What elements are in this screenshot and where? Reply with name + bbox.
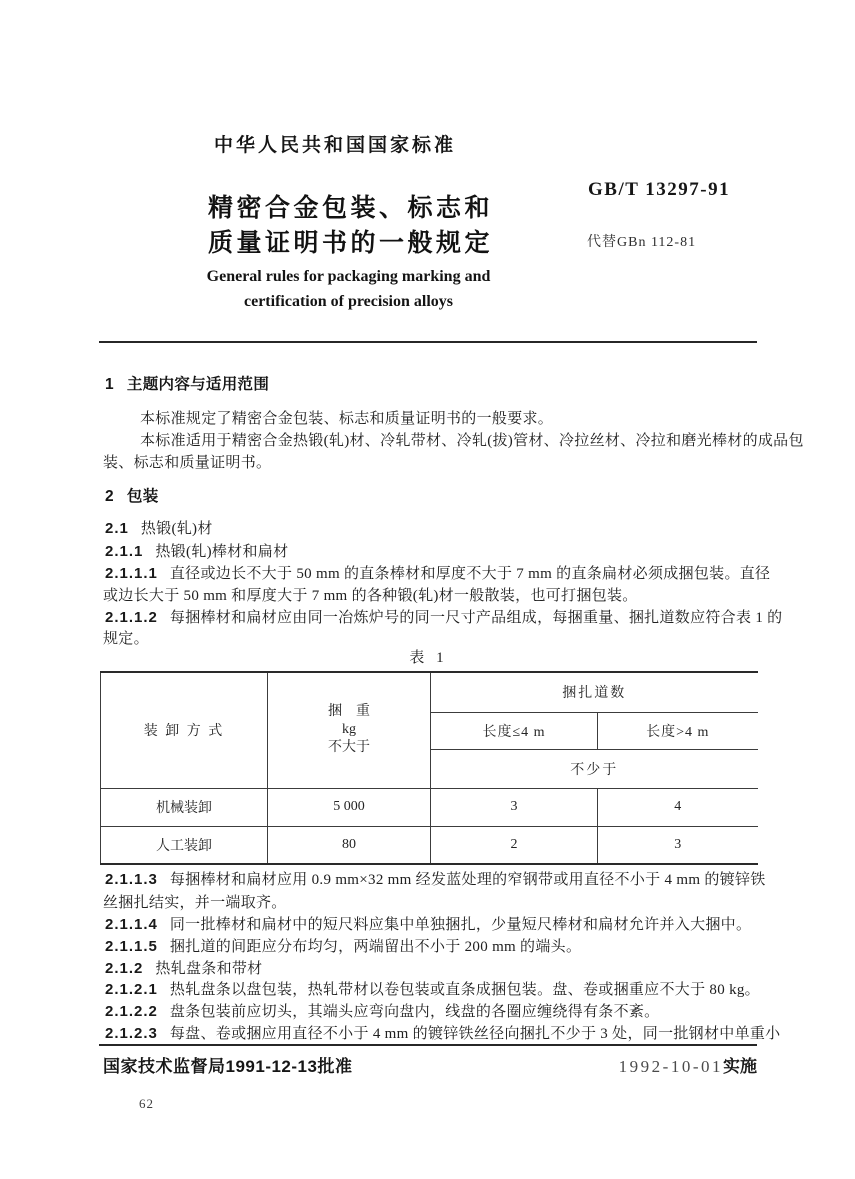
- section-2-title: 包装: [126, 488, 159, 505]
- section-1-paragraph-2-line1: 本标准适用于精密合金热锻(轧)材、冷轧带材、冷轧(拔)管材、冷拉丝材、冷拉和磨光棒材的成品包: [140, 433, 804, 449]
- cell-weight: 80: [268, 826, 431, 864]
- clause-number: 2.1.1: [105, 543, 144, 560]
- effective-note: [619, 1052, 757, 1077]
- table-header-length-gt4: 长度>4 m: [598, 712, 758, 749]
- clause-text: 盘条包装前应切头，其端头应弯向盘内，线盘的各圈应缠绕得有条不紊。: [169, 1004, 660, 1020]
- section-1-heading: [105, 374, 269, 396]
- clause-text: 每盘、卷或捆应用直径不小于 4 mm 的镀锌铁丝径向捆扎不少于 3 处，同一批钢材中单重小: [169, 1026, 781, 1042]
- cell-method: 机械装卸: [101, 788, 268, 826]
- clause-2-1-2: [105, 958, 262, 980]
- cell-ties-gt4: 4: [598, 788, 758, 826]
- clause-text: 每捆棒材和扁材应用 0.9 mm×32 mm 经发蓝处理的窄钢带或用直径不小于 4 mm 的镀锌铁: [169, 872, 766, 888]
- clause-2-1-2-2: [105, 1001, 659, 1023]
- clause-2-1-1-2: [105, 607, 782, 629]
- clause-number: 2.1.2: [105, 960, 144, 977]
- table-header-ties-group: 捆扎道数: [431, 672, 758, 712]
- table-row: [101, 788, 758, 826]
- clause-number: 2.1.2.1: [105, 981, 158, 998]
- clause-2-1-1-2-continued: 规定。: [103, 631, 149, 647]
- weight-header-unit: kg: [342, 722, 356, 738]
- document-title-line1: 精密合金包装、标志和: [208, 194, 494, 222]
- effective-date: 1992-10-01: [618, 1057, 723, 1076]
- cell-ties-gt4: 3: [598, 826, 758, 864]
- english-title-line1: General rules for packaging marking and: [206, 268, 491, 285]
- clause-2-1-1-4: [105, 914, 751, 936]
- clause-2-1-1-5: [105, 936, 581, 958]
- table-1: [100, 671, 758, 865]
- clause-2-1-1-1-continued: 或边长大于 50 mm 和厚度大于 7 mm 的各种锻(轧)材一般散装，也可打捆包装。: [103, 588, 638, 604]
- section-2-number: 2: [105, 488, 114, 505]
- weight-header-label: 捆 重: [328, 704, 370, 720]
- clause-2-1-1-1: [105, 563, 770, 585]
- clause-2-1-1-3-continued: 丝捆扎结实，并一端取齐。: [103, 895, 287, 911]
- clause-text: 捆扎道的间距应分布均匀，两端留出不小于 200 mm 的端头。: [169, 939, 582, 955]
- cell-weight: 5 000: [268, 788, 431, 826]
- table-caption: 表 1: [409, 650, 448, 666]
- table-header-weight: [268, 672, 431, 788]
- standard-code: GB/T 13297-91: [588, 179, 731, 200]
- clause-text: 热锻(轧)棒材和扁材: [155, 544, 289, 560]
- clause-text: 同一批棒材和扁材中的短尺料应集中单独捆扎，少量短尺棒材和扁材允许并入大捆中。: [169, 917, 752, 933]
- clause-number: 2.1.1.4: [105, 916, 158, 933]
- header-divider: [99, 341, 757, 343]
- section-2-heading: [105, 486, 159, 508]
- table-header-not-less-than: 不少于: [431, 749, 758, 788]
- table-header-method: 装 卸 方 式: [101, 672, 268, 788]
- document-title-english: [100, 264, 597, 314]
- clause-number: 2.1.2.3: [105, 1025, 158, 1042]
- weight-header-limit: 不大于: [328, 740, 370, 756]
- replaces-note: 代替GBn 112-81: [587, 235, 697, 250]
- clause-text: 热轧盘条和带材: [155, 961, 263, 977]
- clause-text: 热锻(轧)材: [140, 521, 213, 537]
- english-title-line2: certification of precision alloys: [244, 293, 453, 310]
- approval-note: 国家技术监督局1991-12-13批准: [103, 1057, 353, 1076]
- clause-number: 2.1.1.2: [105, 609, 158, 626]
- table-1-container: [100, 671, 757, 865]
- clause-number: 2.1: [105, 520, 129, 537]
- page-number: 62: [139, 1096, 154, 1111]
- clause-number: 2.1.1.3: [105, 871, 158, 888]
- document-title-line2: 质量证明书的一般规定: [208, 229, 494, 257]
- clause-2-1-1: [105, 541, 288, 563]
- table-row: [101, 826, 758, 864]
- section-1-paragraph-1: 本标准规定了精密合金包装、标志和质量证明书的一般要求。: [140, 411, 554, 427]
- effective-suffix: 实施: [723, 1057, 757, 1076]
- national-standard-label: 中华人民共和国国家标准: [214, 135, 457, 156]
- section-1-paragraph-2-line2: 装、标志和质量证明书。: [103, 455, 272, 471]
- clause-text: 直径或边长不大于 50 mm 的直条棒材和厚度不大于 7 mm 的直条扁材必须成捆包装。直径: [169, 566, 771, 582]
- clause-number: 2.1.1.1: [105, 565, 158, 582]
- cell-method: 人工装卸: [101, 826, 268, 864]
- clause-2-1: [105, 518, 213, 540]
- clause-2-1-2-1: [105, 979, 760, 1001]
- cell-ties-le4: 3: [431, 788, 598, 826]
- cell-ties-le4: 2: [431, 826, 598, 864]
- clause-2-1-2-3: [105, 1023, 780, 1045]
- clause-text: 每捆棒材和扁材应由同一冶炼炉号的同一尺寸产品组成，每捆重量、捆扎道数应符合表 1 的: [169, 610, 783, 626]
- clause-2-1-1-3: [105, 869, 766, 891]
- clause-number: 2.1.2.2: [105, 1003, 158, 1020]
- section-1-title: 主题内容与适用范围: [126, 376, 270, 393]
- table-header-length-le4: 长度≤4 m: [431, 712, 598, 749]
- section-1-number: 1: [105, 376, 114, 393]
- clause-text: 热轧盘条以盘包装，热轧带材以卷包装或直条成捆包装。盘、卷或捆重应不大于 80 kg。: [169, 982, 760, 998]
- clause-number: 2.1.1.5: [105, 938, 158, 955]
- footer-divider: [99, 1044, 757, 1046]
